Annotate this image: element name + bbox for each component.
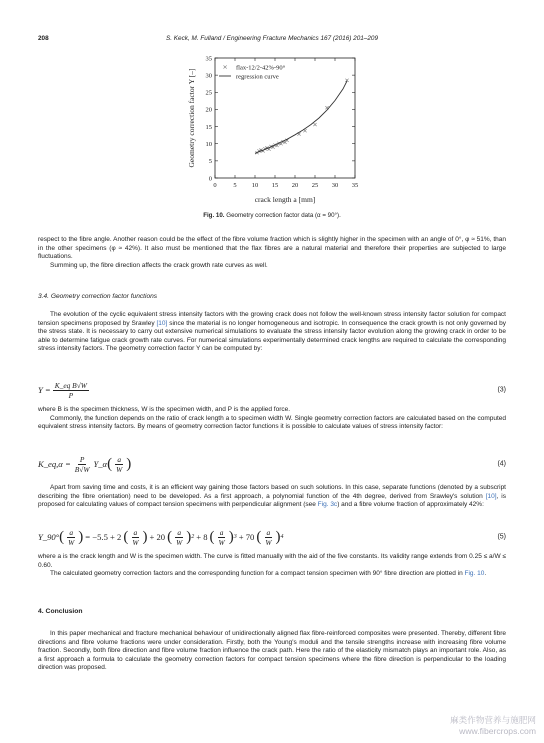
x-tick-label: 35 [351,182,359,189]
x-tick-label: 25 [311,182,319,189]
y-tick-label: 20 [205,106,212,114]
paragraph-text: Apart from saving time and costs, it is an efficient way gaining those factors based on such solutions. In this case, separate functions (denoted by a subscript describing the fibre orientation) need to be developed. As a first approach, a polynomial function of the 4th degree, derived from Srawley's solution [38,484,506,500]
eq4-arg-numerator: a [117,454,122,464]
exponent: 3 [233,534,237,540]
legend-marker-swatch [224,65,227,68]
eq4-fraction [73,455,92,474]
equation-number: (5) [497,533,506,541]
eq5-term: + 8 [196,532,208,542]
eq4-arg-denominator: W [116,464,123,474]
section-heading-conclusion: 4. Conclusion [38,608,83,615]
equation-3 [38,377,506,403]
eq3-denominator: P [68,390,74,400]
x-tick-label: 0 [213,182,217,189]
paragraph-text: Commonly, the function depends on the ratio of crack length a to specimen width W. Single geometry correction factors are calculated based on the computed equivalent stress intensity factors. By means of geometry correction factor functions it is possible to calculate values of stress intensity factor: [38,414,506,431]
paragraph-where-b [38,406,506,432]
x-tick-label: 15 [271,182,279,189]
x-tick-label: 30 [331,182,339,189]
data-point [313,123,316,126]
legend-label: flax-12/2-42%-90° [236,64,286,72]
paragraph-text: since the material is no longer homogeneous and isotropic. In consequence the crack growth is not only governed by the stress state. It is necessary to carry out extensive numerical simulations to evaluate the stress intensity factor evolution along the growing crack in order to be able to determine fatigue crack growth rate curves. For numerical simulations experimentally determined crack lengths are required to calculate the corresponding stress intensity factors. The geometry correction factor Y can be computed by: [38,319,506,353]
watermark-line: 麻类作物营养与施肥网 [450,715,536,725]
paragraph-text: where a is the crack length and W is the specimen width. The curve is fitted manually with the aid of the five constants. Its validity range extends from 0.25 ≤ a/W ≤ 0.60. [38,553,506,569]
eq5-term: = −5.5 + 2 [85,532,122,542]
eq5-lhs: Y_90° [38,532,60,542]
figure-link[interactable]: Fig. 3c [317,501,338,509]
paragraph-text: Summing up, the fibre direction affects the crack growth rate curves as well. [50,261,268,269]
eq3-numerator: K_eq B√W [54,380,87,390]
paragraph-polynomial [38,484,506,510]
eq4-argument [114,455,124,474]
paren-close: ) [126,455,132,472]
equation-5: Y_90° ( a W ) = −5.5 + 2 ( a W ) + 20 ( a W ) 2 + 8 ( a W ) 3 + 70 ( a W ) 4 (5) [38,527,506,547]
y-tick-label: 25 [205,89,212,97]
figure-link[interactable]: Fig. 10 [464,570,485,578]
running-title: S. Keck, M. Fulland / Engineering Fracture Mechanics 167 (2016) 201–209 [165,35,379,42]
exponent: 2 [191,534,195,540]
paragraph-fibre-angle [38,236,506,270]
x-tick-label: 5 [233,182,237,189]
equation-number: (4) [497,460,506,468]
reference-link[interactable]: [10] [485,492,497,500]
legend-label: regression curve [236,73,279,81]
eq5-term: + 70 [238,532,255,542]
paragraph-text: The evolution of the cyclic equivalent stress intensity factors with the growing crack does not follow the well-known stress intensity factor solution for compact tension specimens proposed by Srawley [38,311,506,327]
watermark-line: www.fibercrops.com [459,726,536,736]
regression-curve [255,81,347,153]
eq4-denominator: B√W [74,464,90,474]
figure-caption [0,212,544,219]
y-tick-label: 30 [205,72,212,80]
x-tick-label: 20 [291,182,299,189]
y-tick-label: 5 [208,158,212,166]
paren-open: ( [107,455,113,472]
x-axis-label: crack length a [mm] [254,195,316,204]
x-tick-label: 10 [251,182,259,189]
paragraph-plotted: The calculated geometry correction factors and the corresponding function for a compact tension specimen with 90° fibre direction are plotted in Fig. 10. [50,570,487,578]
section-heading-3-4: 3.4. Geometry correction factor functions [38,293,158,300]
watermark [450,715,536,737]
exponent: 4 [280,534,284,540]
y-tick-label: 35 [205,55,212,63]
paragraph-conclusion: In this paper mechanical and fracture mechanical behaviour of unidirectionally aligned flax fibre-reinforced composites were presented. Thereby, different fibre directions and fibre volume fractions were under consideration. Firstly, both the Young's moduli and the tensile strengths increase with increasing fibre volume fraction. Secondly, both fibre direction and fibre volume fraction influence the crack path. Here the ratio of the elasticity mismatch plays an important role. Also, as a first approach a formula to calculate the geometry correction factors for compact tension specimens where the fibre direction is perpendicular to the loading direction was proposed. [38,630,506,672]
eq4-function: Y_α [93,459,108,469]
equation-number: (3) [497,386,506,394]
eq3-fraction [53,381,89,400]
eq5-term: + 20 [149,532,166,542]
y-axis-label: Geometry correction factor Y [–] [187,68,196,168]
paragraph-text: The calculated geometry correction factors and the corresponding function for a compact tension specimen with 90° fibre direction are plotted in [50,570,463,578]
equation-4 [38,451,506,477]
paragraph-curve-fit [38,553,506,579]
paragraph-text: ) and a fibre volume fraction of approximately 42%: [337,501,484,509]
paragraph-text: , is proposed for calculating values of compact tension specimens with perpendicular alignment (see [38,492,506,509]
y-tick-label: 15 [205,123,212,131]
chart-series [255,79,349,155]
chart-ticks [206,55,359,189]
y-tick-label: 0 [208,175,212,183]
y-tick-label: 10 [205,141,212,149]
figure-caption-text: Geometry correction factor data (α = 90°). [226,212,341,219]
paragraph-text: where B is the specimen thickness, W is the specimen width, and P is the applied force. [38,406,291,413]
reference-link[interactable]: [10] [156,319,168,327]
figure-caption-label: Fig. 10. [203,212,225,219]
chart-legend [219,64,286,80]
eq3-lhs: Y = [38,385,51,395]
eq4-numerator: P [79,454,85,464]
page-number: 208 [38,35,49,42]
eq4-lhs: K_eq,α = [38,459,71,469]
paragraph-text: respect to the fibre angle. Another reason could be the effect of the fibre volume fraction which is slightly higher in the specimen with an angle of 0°, φ ≈ 51%, than in the other specimens (φ ≈ 42%). It also must be mentioned that the flax fibres are a natural material and therefore their properties are subjected to large fluctuations. [38,236,506,261]
running-header [38,35,506,45]
paragraph-gcf-intro [38,311,506,354]
geometry-correction-chart [178,50,368,210]
